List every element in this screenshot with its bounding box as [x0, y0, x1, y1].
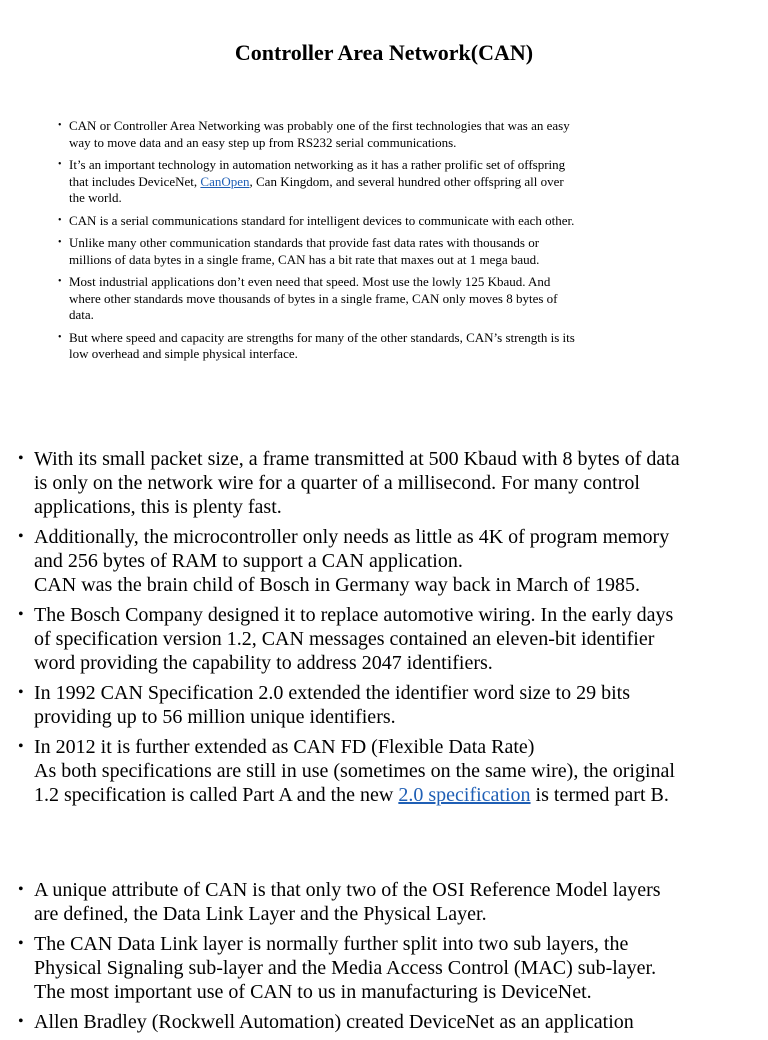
bullet-icon: •: [58, 159, 62, 170]
list-item-text: Unlike many other communication standards that provide fast data rates with thousands or: [69, 235, 540, 250]
list-item: [18, 447, 758, 519]
list-item-text: millions of data bytes in a single frame, CAN has a bit rate that maxes out at 1 mega baud.: [69, 251, 540, 267]
list-item-text-with-link: [69, 174, 716, 191]
list-item-text: way to move data and an easy step up from RS232 serial communications.: [69, 134, 457, 150]
list-item: [18, 878, 758, 926]
list-item: [18, 1010, 758, 1034]
page-title: Controller Area Network(CAN): [234, 40, 534, 65]
main-bullet-list-2: [18, 878, 758, 1040]
list-item-text: applications, this is plenty fast.: [34, 496, 282, 518]
specification-2-0-link[interactable]: 2.0 specification: [398, 784, 531, 806]
list-item-text: Physical Signaling sub-layer and the Media Access Control (MAC) sub-layer.: [34, 957, 657, 979]
main-bullet-list-1: [18, 447, 758, 813]
bullet-icon: •: [18, 684, 24, 701]
bullet-icon: •: [18, 450, 24, 467]
list-item-text: is only on the network wire for a quarter of a millisecond. For many control: [34, 472, 640, 494]
bullet-icon: •: [58, 120, 62, 131]
list-item-text: A unique attribute of CAN is that only two of the OSI Reference Model layers: [34, 879, 661, 901]
list-item-text: data.: [69, 307, 94, 322]
list-item-text: In 1992 CAN Specification 2.0 extended the identifier word size to 29 bits: [34, 682, 630, 704]
list-item: [18, 603, 758, 675]
list-item-text: is termed part B.: [530, 784, 669, 806]
intro-bullet-list: [56, 118, 716, 369]
bullet-icon: •: [18, 528, 24, 545]
list-item-text: providing up to 56 million unique identifiers.: [34, 706, 396, 728]
list-item-text: As both specifications are still in use (sometimes on the same wire), the original: [34, 760, 675, 782]
list-item-text: 1.2 specification is called Part A and the new: [34, 784, 399, 806]
canopen-link[interactable]: CanOpen: [200, 173, 250, 189]
list-item-text: CAN was the brain child of Bosch in Germany way back in March of 1985.: [34, 574, 640, 596]
bullet-icon: •: [18, 935, 24, 952]
list-item: [18, 681, 758, 729]
list-item: [56, 157, 716, 207]
list-item-text: where other standards move thousands of bytes in a single frame, CAN only moves 8 bytes of: [69, 290, 558, 306]
list-item-text: are defined, the Data Link Layer and the Physical Layer.: [34, 903, 487, 925]
list-item: [18, 525, 758, 597]
bullet-icon: •: [18, 881, 24, 898]
list-item-text: low overhead and simple physical interface.: [69, 346, 298, 361]
list-item: [18, 932, 758, 1004]
list-item-text: Additionally, the microcontroller only needs as little as 4K of program memory: [34, 526, 670, 548]
list-item-text: and 256 bytes of RAM to support a CAN application.: [34, 550, 463, 572]
list-item-text: In 2012 it is further extended as CAN FD (Flexible Data Rate): [34, 736, 535, 758]
list-item-text: Allen Bradley (Rockwell Automation) created DeviceNet as an application: [34, 1011, 634, 1033]
list-item-text: , Can Kingdom, and several hundred other offspring all over: [249, 173, 564, 189]
list-item: [56, 274, 716, 324]
bullet-icon: •: [18, 738, 24, 755]
list-item-text: of specification version 1.2, CAN messages contained an eleven-bit identifier: [34, 628, 655, 650]
list-item-text: With its small packet size, a frame transmitted at 500 Kbaud with 8 bytes of data: [34, 448, 680, 470]
list-item: [56, 330, 716, 363]
bullet-icon: •: [18, 1013, 24, 1030]
bullet-icon: •: [58, 331, 62, 343]
list-item-text: It’s an important technology in automation networking as it has a rather prolific set of offspring: [69, 157, 566, 172]
list-item: [56, 235, 716, 268]
list-item-text: that includes DeviceNet,: [69, 173, 201, 189]
bullet-icon: •: [58, 237, 62, 248]
list-item: [56, 213, 716, 230]
bullet-icon: •: [58, 214, 62, 226]
list-item-text: The Bosch Company designed it to replace automotive wiring. In the early days: [34, 604, 674, 626]
list-item-text: CAN is a serial communications standard for intelligent devices to communicate with each other.: [69, 212, 575, 228]
list-item-text: word providing the capability to address 2047 identifiers.: [34, 652, 493, 674]
list-item-text: the world.: [69, 190, 122, 205]
list-item-text: The CAN Data Link layer is normally further split into two sub layers, the: [34, 933, 629, 955]
list-item-text-with-link: [34, 783, 758, 807]
bullet-icon: •: [58, 276, 62, 287]
list-item: [56, 118, 716, 151]
list-item: [18, 735, 758, 807]
list-item-text: CAN or Controller Area Networking was probably one of the first technologies that was an easy: [69, 118, 570, 133]
bullet-icon: •: [18, 606, 24, 623]
list-item-text: But where speed and capacity are strengths for many of the other standards, CAN’s strength is its: [69, 329, 575, 345]
list-item-text: Most industrial applications don’t even need that speed. Most use the lowly 125 Kbaud. And: [69, 274, 551, 289]
list-item-text: The most important use of CAN to us in manufacturing is DeviceNet.: [34, 981, 592, 1003]
